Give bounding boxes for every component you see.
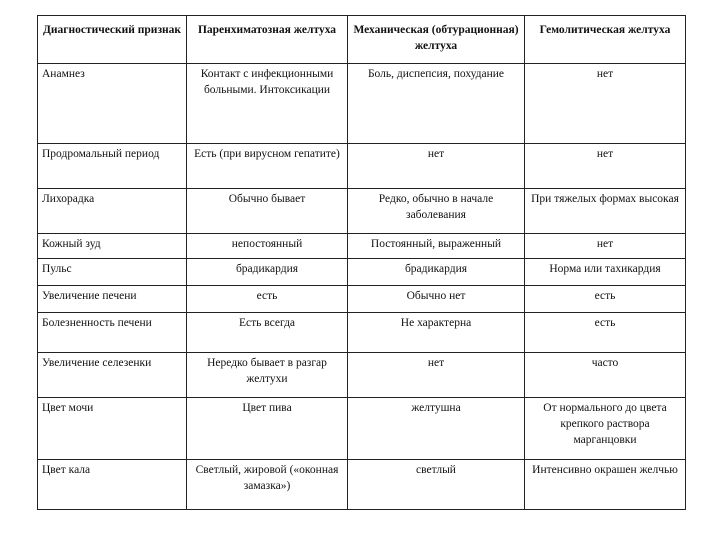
row-feature: Кожный зуд bbox=[38, 234, 187, 259]
header-parenchymal: Паренхиматозная желтуха bbox=[187, 16, 348, 64]
cell-mechanical: светлый bbox=[348, 460, 525, 510]
row-feature: Пульс bbox=[38, 259, 187, 286]
cell-parenchymal: непостоянный bbox=[187, 234, 348, 259]
cell-hemolytic: часто bbox=[525, 353, 686, 398]
row-feature: Лихорадка bbox=[38, 189, 187, 234]
row-feature: Болезненность печени bbox=[38, 313, 187, 353]
cell-parenchymal: Есть (при вирусном гепатите) bbox=[187, 144, 348, 189]
table-row bbox=[38, 189, 686, 234]
table-row bbox=[38, 259, 686, 286]
cell-hemolytic: есть bbox=[525, 286, 686, 313]
row-feature: Увеличение селезенки bbox=[38, 353, 187, 398]
cell-parenchymal: Светлый, жировой («оконная замазка») bbox=[187, 460, 348, 510]
row-feature: Анамнез bbox=[38, 64, 187, 144]
table-row bbox=[38, 313, 686, 353]
cell-hemolytic: нет bbox=[525, 234, 686, 259]
table-row bbox=[38, 398, 686, 460]
cell-mechanical: нет bbox=[348, 144, 525, 189]
cell-mechanical: брадикардия bbox=[348, 259, 525, 286]
cell-mechanical: нет bbox=[348, 353, 525, 398]
table-row bbox=[38, 353, 686, 398]
row-feature: Продромальный период bbox=[38, 144, 187, 189]
row-feature: Увеличение печени bbox=[38, 286, 187, 313]
cell-parenchymal: брадикардия bbox=[187, 259, 348, 286]
cell-parenchymal: есть bbox=[187, 286, 348, 313]
cell-mechanical: желтушна bbox=[348, 398, 525, 460]
header-row bbox=[38, 16, 686, 64]
header-mechanical: Механическая (обтурационная) желтуха bbox=[348, 16, 525, 64]
row-feature: Цвет кала bbox=[38, 460, 187, 510]
cell-parenchymal: Цвет пива bbox=[187, 398, 348, 460]
cell-hemolytic: Интенсивно окрашен желчью bbox=[525, 460, 686, 510]
cell-mechanical: Постоянный, выраженный bbox=[348, 234, 525, 259]
cell-hemolytic: Норма или тахикардия bbox=[525, 259, 686, 286]
cell-mechanical: Обычно нет bbox=[348, 286, 525, 313]
cell-hemolytic: От нормального до цвета крепкого раствора марганцовки bbox=[525, 398, 686, 460]
cell-mechanical: Не характерна bbox=[348, 313, 525, 353]
cell-mechanical: Редко, обычно в начале заболевания bbox=[348, 189, 525, 234]
cell-mechanical: Боль, диспепсия, похудание bbox=[348, 64, 525, 144]
cell-hemolytic: есть bbox=[525, 313, 686, 353]
table-row bbox=[38, 64, 686, 144]
cell-parenchymal: Контакт с инфекционными больными. Интоксикации bbox=[187, 64, 348, 144]
table-row bbox=[38, 286, 686, 313]
table-row bbox=[38, 460, 686, 510]
cell-hemolytic: нет bbox=[525, 144, 686, 189]
cell-parenchymal: Есть всегда bbox=[187, 313, 348, 353]
cell-parenchymal: Нередко бывает в разгар желтухи bbox=[187, 353, 348, 398]
cell-parenchymal: Обычно бывает bbox=[187, 189, 348, 234]
table-row bbox=[38, 144, 686, 189]
table-row bbox=[38, 234, 686, 259]
cell-hemolytic: нет bbox=[525, 64, 686, 144]
header-feature: Диагностический признак bbox=[38, 16, 187, 64]
row-feature: Цвет мочи bbox=[38, 398, 187, 460]
cell-hemolytic: При тяжелых формах высокая bbox=[525, 189, 686, 234]
jaundice-comparison-table bbox=[37, 15, 686, 510]
header-hemolytic: Гемолитическая желтуха bbox=[525, 16, 686, 64]
